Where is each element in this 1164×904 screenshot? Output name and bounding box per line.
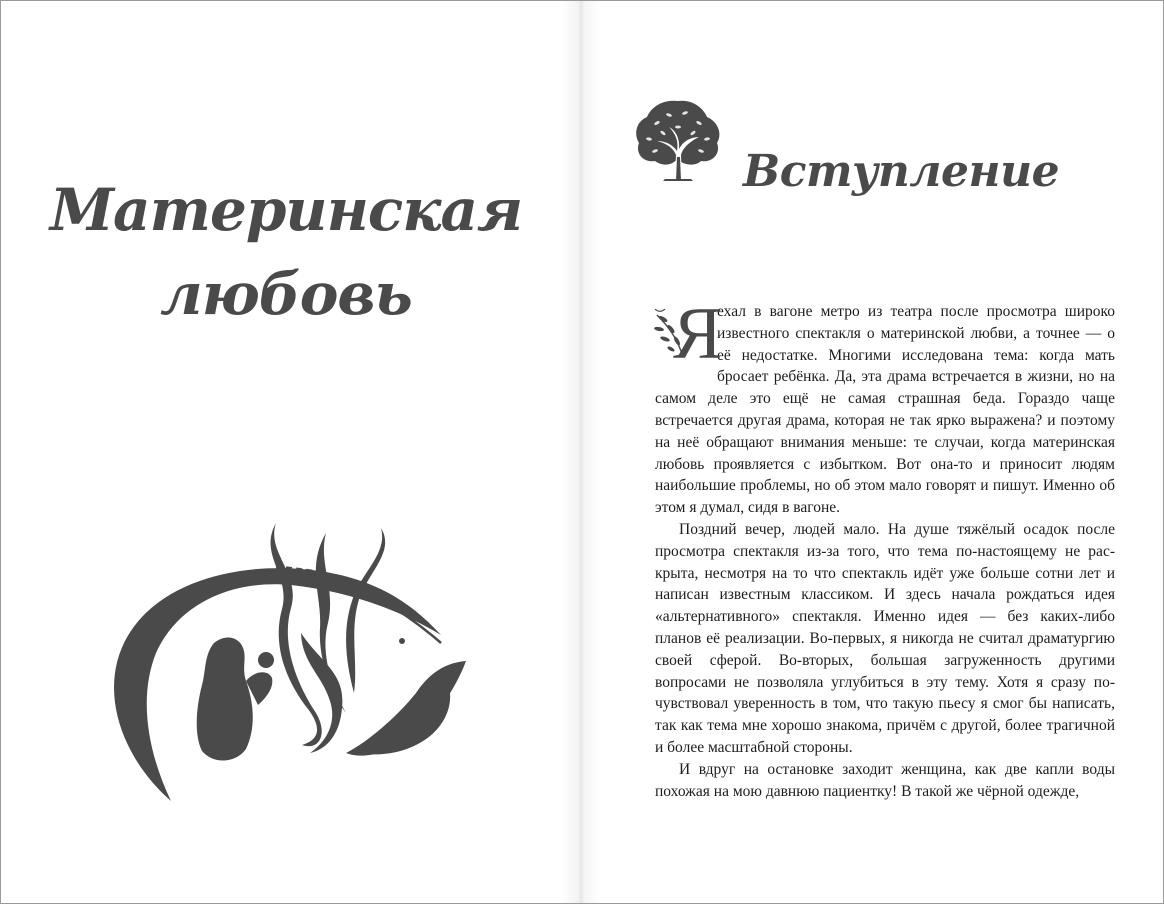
- mother-child-fish-illustration: [96, 513, 476, 813]
- chapter-heading: Вступление: [743, 145, 1060, 197]
- paragraph-2: Поздний вечер, людей мало. На душе тяжёлый осадок после просмотра спектакля из-за того, что тема по-настоящему не раскрыта, несмотря на то что спектакль идёт уже больше сотни лет и написан известным классиком. И здесь начала рождаться идея «альтернативного» спектакля. Именно идея — без каких-либо планов её реализации. Во-первых, я никогда не считал драматургию своей сферой. Во-вторых, большая загруженность другими вопросами не позволяла углубиться в эту тему. Хотя я сразу почувствовал уверенность в том, что такую пьесу я смог бы написать, так как тема мне хорошо знакома, причём с другой, более трагичной и более масштабной стороны.: [655, 520, 1115, 756]
- paragraph-3: И вдруг на остановке заходит женщина, как две капли воды похожая на мою давнюю пациентку! В такой же чёрной одежде,: [655, 760, 1115, 800]
- drop-cap: [653, 293, 723, 375]
- part-title: [1, 168, 571, 336]
- left-page: [1, 1, 581, 903]
- chapter-body-text: [655, 293, 1115, 802]
- tree-icon: [633, 97, 723, 183]
- paragraph-1: [655, 293, 1115, 519]
- drop-cap-letter: Я: [673, 293, 723, 375]
- paragraph-1-text: ехал в вагоне метро из театра после просмотра широко известного спектакля о материнской любви, а точнее — о её недостатке. Многими исследована тема: когда мать бросает ребёнка. Да, эта драма встречается в жизни, но на самом деле это ещё не самая страшная беда. Гораздо чаще встречается другая драма, которая не так ярко выражена? и поэтому на неё обращают внимания меньше: те случаи, когда материнская любовь проявляется с избытком. Вот она-то и приносит людям наибольшие проблемы, но об этом мало говорят и пишут. Именно об этом я думал, сидя в вагоне.: [655, 303, 1115, 517]
- part-title-line-1: Материнская: [49, 175, 523, 244]
- right-page: [581, 1, 1163, 903]
- part-title-line-2: любовь: [160, 259, 412, 328]
